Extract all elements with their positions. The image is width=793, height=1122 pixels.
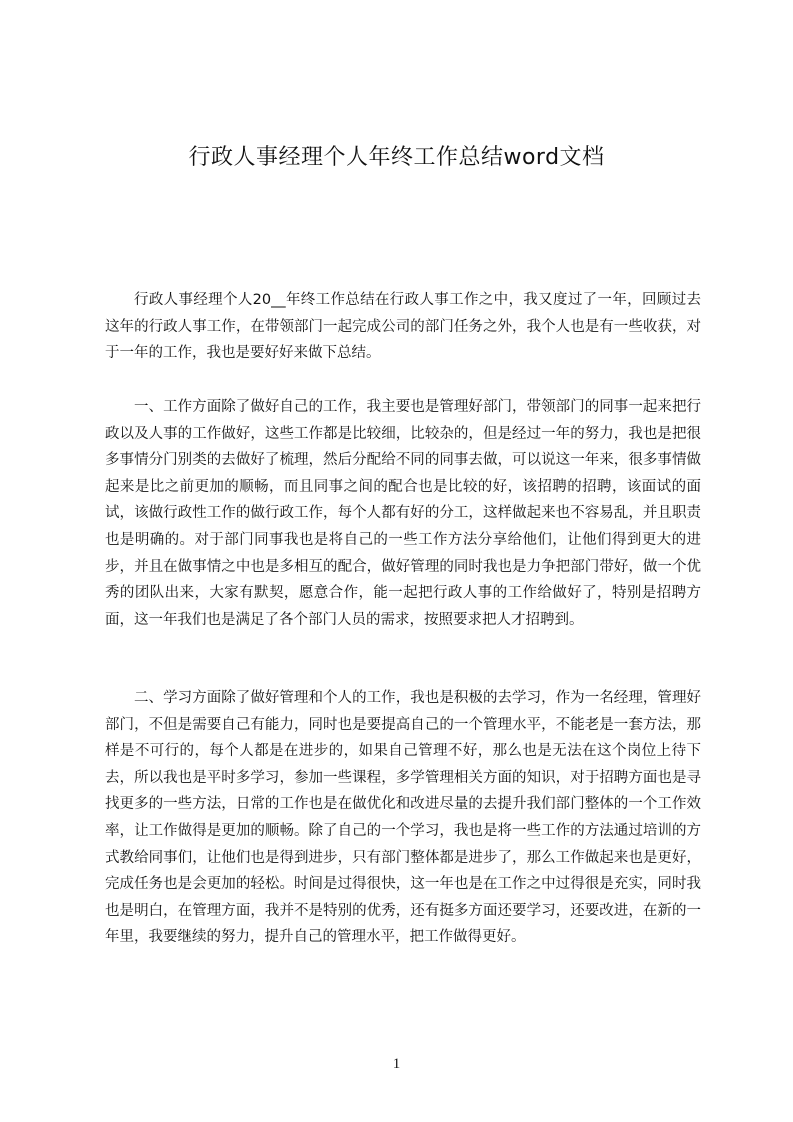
paragraph-intro [105, 287, 701, 367]
paragraph-text: 一、工作方面除了做好自己的工作，我主要也是管理好部门，带领部门的同事一起来把行政以及人事的工作做好，这些工作都是比较细，比较杂的，但是经过一年的努力，我也是把很多事情分门别类的去做好了梳理，然后分配给不同的同事去做，可以说这一年来，很多事情做起来是比之前更加的顺畅，而且同事之间的配合也是比较的好，该招聘的招聘，该面试的面试，该做行政性工作的做行政工作，每个人都有好的分工，这样做起来也不容易乱，并且职责也是明确的。对于部门同事我也是将自己的一些工作方法分享给他们，让他们得到更大的进步，并且在做事情之中也是多相互的配合，做好管理的同时我也是力争把部门带好，做一个优秀的团队出来，大家有默契，愿意合作，能一起把行政人事的工作给做好了，特别是招聘方面，这一年我们也是满足了各个部门人员的需求，按照要求把人才招聘到。 [105, 399, 701, 628]
paragraph-text: 行政人事经理个人20__年终工作总结在行政人事工作之中，我又度过了一年，回顾过去这年的行政人事工作，在带领部门一起完成公司的部门任务之外，我个人也是有一些收获，对于一年的工作，我也是要好好来做下总结。 [105, 292, 701, 362]
paragraph-study [105, 685, 701, 951]
document-title: 行政人事经理个人年终工作总结word文档 [188, 145, 605, 170]
page-number: 1 [392, 1056, 401, 1072]
paragraph-text: 二、学习方面除了做好管理和个人的工作，我也是积极的去学习，作为一名经理，管理好部门，不但是需要自己有能力，同时也是要提高自己的一个管理水平，不能老是一套方法，那样是不可行的，每个人都是在进步的，如果自己管理不好，那么也是无法在这个岗位上待下去，所以我也是平时多学习，参加一些课程，多学管理相关方面的知识，对于招聘方面也是寻找更多的一些方法，日常的工作也是在做优化和改进尽量的去提升我们部门整体的一个工作效率，让工作做得是更加的顺畅。除了自己的一个学习，我也是将一些工作的方法通过培训的方式教给同事们，让他们也是得到进步，只有部门整体都是进步了，那么工作做起来也是更好，完成任务也是会更加的轻松。时间是过得很快，这一年也是在工作之中过得很是充实，同时我也是明白，在管理方面，我并不是特别的优秀，还有挺多方面还要学习，还要改进，在新的一年里，我要继续的努力，提升自己的管理水平，把工作做得更好。 [105, 690, 701, 946]
paragraph-work [105, 394, 701, 633]
